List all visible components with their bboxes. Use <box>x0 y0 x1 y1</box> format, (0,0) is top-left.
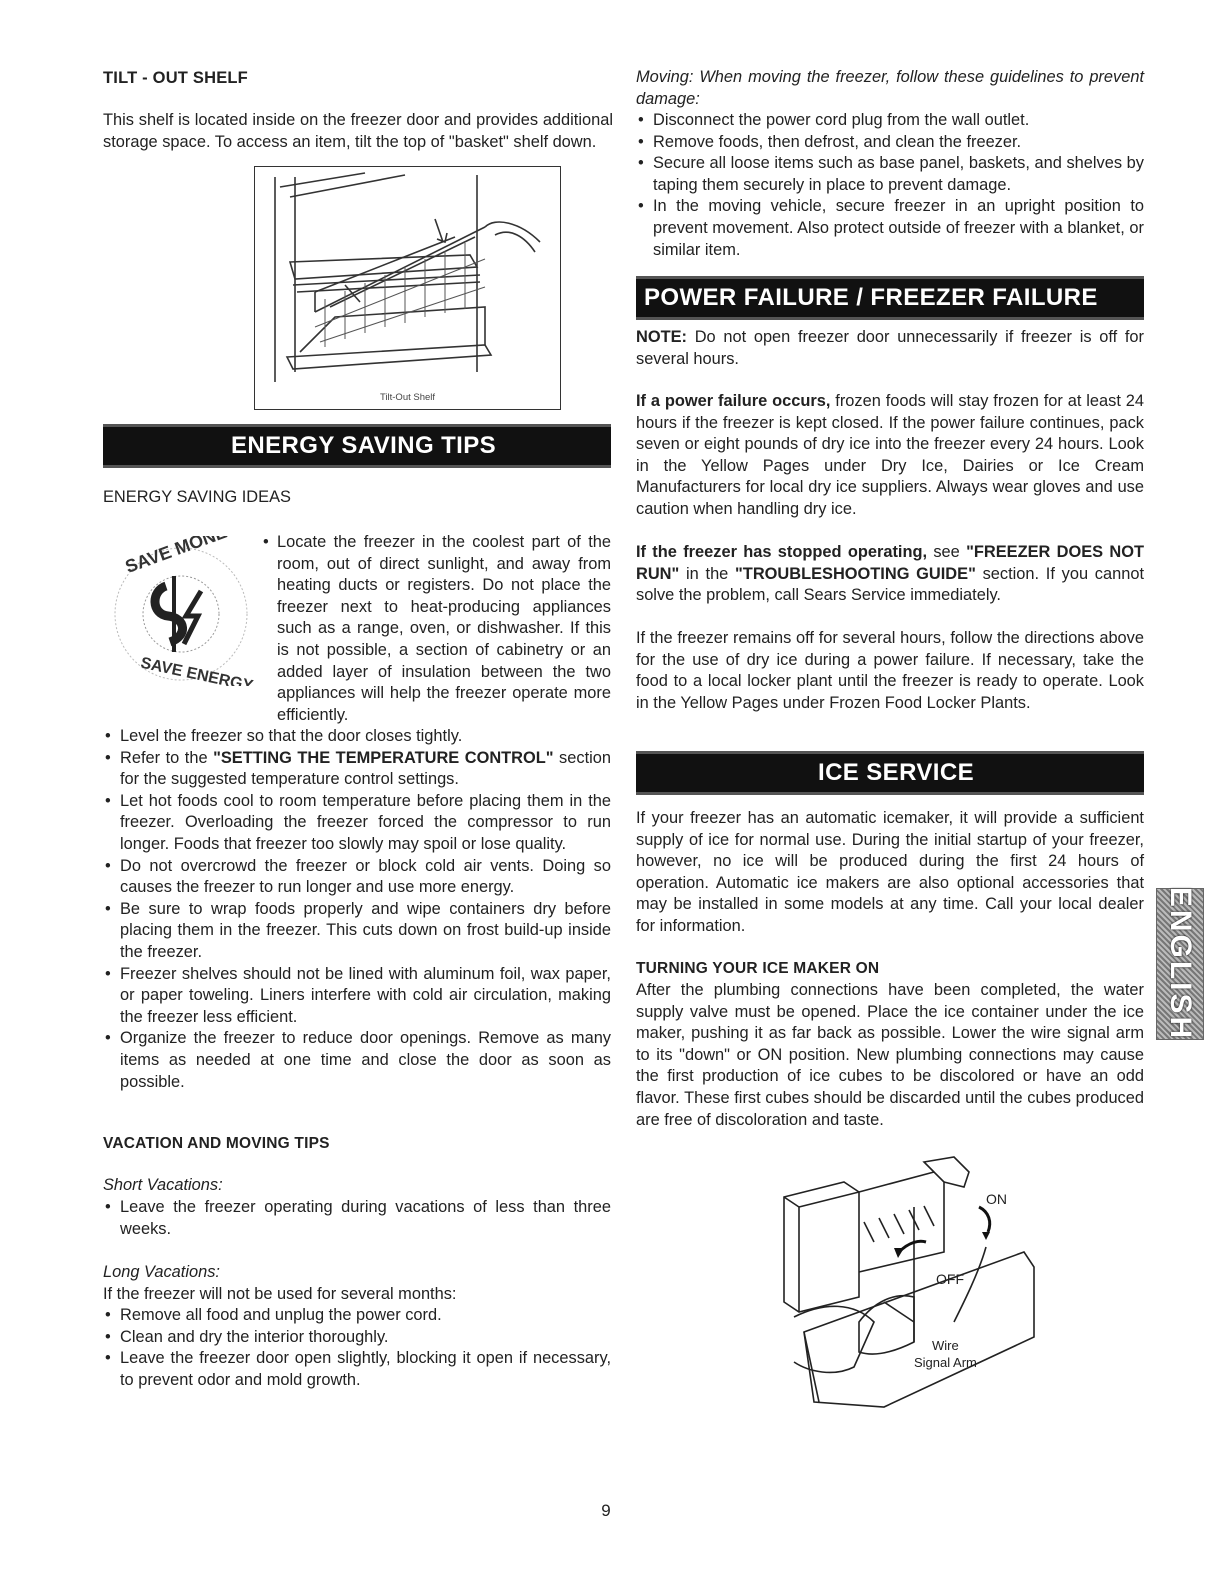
logo-text-top: SAVE MONEY <box>122 536 241 577</box>
tilt-out-shelf-caption: Tilt-Out Shelf <box>379 392 436 403</box>
long-item-1: • Remove all food and unplug the power cord. <box>103 1305 611 1327</box>
turning-ice-maker-paragraph: After the plumbing connections have been completed, the water supply valve must be opened. Place the ice container under the ice maker, pushing it as far back as possible. Lower the wire signal arm to its "down" or ON position. New plumbing connections may cause the first production of ice cubes to be discolored or have an odd flavor. These first cubes should be discarded until the cubes produced are free of discoloration and taste. <box>636 981 1144 1129</box>
wire-label: Wire <box>932 1338 959 1353</box>
ice-service-paragraph: If your freezer has an automatic icemaker, it will provide a sufficient supply of ice for normal use. During the initial startup of your freezer, however, no ice will be produced during the first 24 hours of operation. Automatic ice makers are also optional accessories that may be installed in some models at any time. Call your local dealer for information. <box>636 809 1144 935</box>
energy-saving-tips-banner <box>103 424 611 468</box>
stopped-ref1: "FREEZER DOES NOT RUN" <box>636 543 1144 583</box>
tip-cool: • Let hot foods cool to room temperature before placing them in the freezer. Overloading the freezer forced the compressor to run longer. Foods that freezer too slowly may spoil or lose quality. <box>103 791 611 856</box>
tip-refer <box>103 748 611 791</box>
tip-shelves: • Freezer shelves should not be lined with aluminum foil, wax paper, or paper toweling. Liners interfere with cold air circulation, making the freezer less efficient. <box>103 964 611 1029</box>
long-vacations-intro: If the freezer will not be used for several months: <box>103 1285 457 1303</box>
stopped-mid2: in the <box>679 564 736 583</box>
tip-refer-pre: Refer to the <box>120 748 214 767</box>
short-vacations-list <box>103 1197 611 1240</box>
stopped-end: section. If you cannot solve the problem, call Sears Service immediately. <box>636 564 1145 605</box>
note-label: NOTE: <box>636 328 687 346</box>
page-number: 9 <box>601 1501 611 1520</box>
logo-text-bottom: SAVE ENERGY <box>139 654 255 686</box>
stopped-bold: If the freezer has stopped operating, <box>636 543 928 561</box>
turning-ice-maker-heading: TURNING YOUR ICE MAKER ON <box>636 960 880 977</box>
moving-item-4: • In the moving vehicle, secure freezer in an upright position to prevent movement. Also protect outside of freezer with a blanket, or similar item. <box>636 196 1144 261</box>
energy-saving-tips-title: ENERGY SAVING TIPS <box>231 432 497 459</box>
ice-service-banner <box>636 751 1144 795</box>
english-tab-label: ENGLISH <box>1163 886 1197 1042</box>
tip-locate-freezer: • Locate the freezer in the coolest part of the room, out of direct sunlight, and away from heating ducts or registers. Do not place the freezer next to heat-producing appliances such as a range, oven, or dishwasher. If this is not possible, a section of cabinetry or an added layer of insulation between the two appliances will help the freezer operate more efficiently. <box>263 532 611 726</box>
tilt-out-shelf-heading: TILT - OUT SHELF <box>103 69 248 87</box>
tilt-out-shelf-illustration <box>255 167 560 389</box>
tip-refer-post: section for the suggested temperature control settings. <box>120 748 611 789</box>
stopped-ref2: "TROUBLESHOOTING GUIDE" <box>735 564 976 583</box>
save-energy-logo-icon <box>106 536 256 686</box>
moving-item-2: • Remove foods, then defrost, and clean the freezer. <box>636 132 1144 154</box>
short-vacation-item: • Leave the freezer operating during vacations of less than three weeks. <box>103 1197 611 1240</box>
tilt-out-shelf-text: This shelf is located inside on the freezer door and provides additional storage space. To access an item, tilt the top of "basket" shelf down. <box>103 111 613 151</box>
off-label: OFF <box>936 1271 964 1287</box>
tilt-out-shelf-figure <box>254 166 561 410</box>
short-vacations-label: Short Vacations: <box>103 1176 223 1194</box>
ice-service-title: ICE SERVICE <box>818 759 975 786</box>
tip-locate-text: Locate the freezer in the coolest part of the room, out of direct sunlight, and away from heating ducts or registers. Do not place the freezer next to heat-producing appliances such as a range, oven, or dishwasher. If this is not possible, a section of cabinetry or an added layer of insulation between the two appliances will help the freezer operate more efficiently. <box>277 533 611 724</box>
stopped-mid1: see <box>927 543 967 561</box>
moving-list <box>636 110 1144 261</box>
moving-item-1: • Disconnect the power cord plug from the wall outlet. <box>636 110 1144 132</box>
note-text: Do not open freezer door unnecessarily if freezer is off for several hours. <box>636 328 1144 368</box>
english-side-tab <box>1156 888 1204 1040</box>
moving-intro: Moving: When moving the freezer, follow these guidelines to prevent damage: <box>636 68 1144 108</box>
ice-maker-figure <box>764 1152 1044 1432</box>
long-vacations-label: Long Vacations: <box>103 1263 220 1281</box>
long-vacations-list <box>103 1305 611 1391</box>
power-failure-paragraph <box>636 391 1144 521</box>
long-item-3: • Leave the freezer door open slightly, blocking it open if necessary, to prevent odor and mold growth. <box>103 1348 611 1391</box>
long-item-2: • Clean and dry the interior thoroughly. <box>103 1327 611 1349</box>
stopped-operating-paragraph <box>636 542 1144 607</box>
signal-arm-label: Signal Arm <box>914 1355 977 1370</box>
energy-tips-list <box>103 726 611 1093</box>
power-failure-text: frozen foods will stay frozen for at least 24 hours if the freezer is kept closed. If the power failure continues, pack seven or eight pounds of dry ice into the freezer every 24 hours. Look in the Yellow Pages under Dry Ice, Dairies or Ice Cream Manufacturers for local dry ice suppliers. Always wear gloves and use caution when handling dry ice. <box>636 392 1144 518</box>
on-label: ON <box>986 1191 1007 1207</box>
power-failure-bold: If a power failure occurs, <box>636 392 831 410</box>
tip-level: • Level the freezer so that the door closes tightly. <box>103 726 611 748</box>
energy-saving-ideas-label: ENERGY SAVING IDEAS <box>103 488 291 506</box>
power-failure-title: POWER FAILURE / FREEZER FAILURE <box>644 284 1098 311</box>
vacation-moving-heading: VACATION AND MOVING TIPS <box>103 1135 330 1152</box>
tip-organize: • Organize the freezer to reduce door openings. Remove as many items as needed at one time and close the door as soon as possible. <box>103 1028 611 1093</box>
moving-item-3: • Secure all loose items such as base panel, baskets, and shelves by taping them securely in place to prevent damage. <box>636 153 1144 196</box>
save-money-save-energy-logo <box>106 536 256 686</box>
ice-maker-illustration <box>764 1152 1044 1432</box>
power-failure-banner <box>636 276 1144 320</box>
off-several-hours-paragraph: If the freezer remains off for several hours, follow the directions above for the use of dry ice during a power failure. If necessary, take the food to a local locker plant until the freezer is ready to operate. Look in the Yellow Pages under Frozen Food Locker Plants. <box>636 629 1144 712</box>
tip-wrap: • Be sure to wrap foods properly and wipe containers dry before placing them in the freezer. This cuts down on frost build-up inside the freezer. <box>103 899 611 964</box>
tip-refer-ref: "SETTING THE TEMPERATURE CONTROL" <box>213 748 554 767</box>
note-paragraph <box>636 327 1144 370</box>
tip-overcrowd: • Do not overcrowd the freezer or block cold air vents. Doing so causes the freezer to run longer and use more energy. <box>103 856 611 899</box>
